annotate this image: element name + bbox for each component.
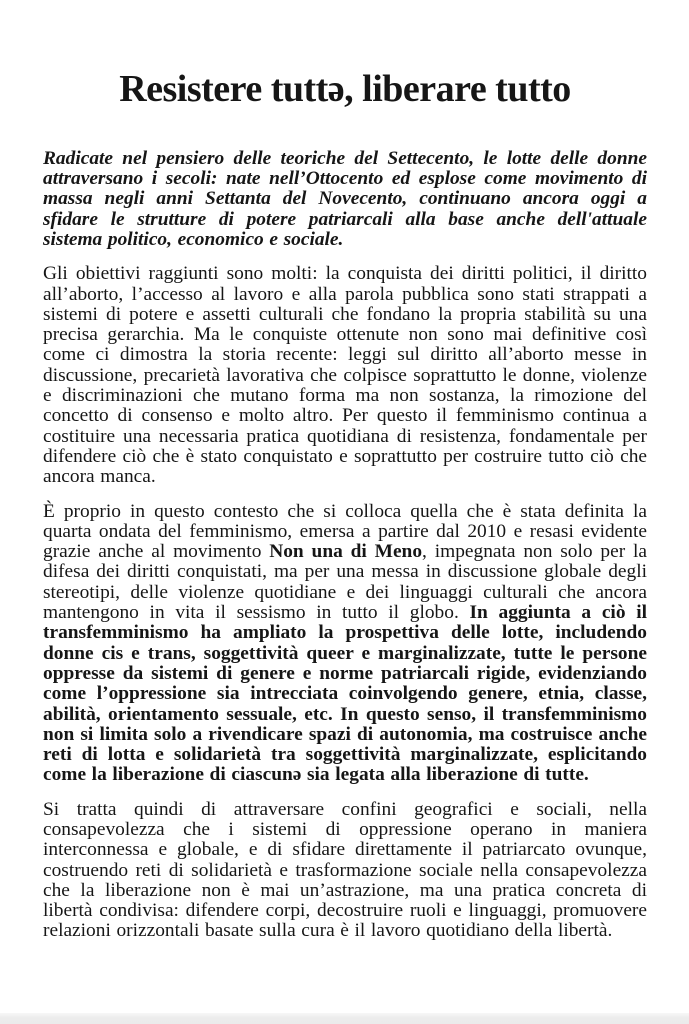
document-title: Resistere tuttə, liberare tutto <box>119 68 571 110</box>
text-segment: È proprio in questo contesto che si colloca quella che è stata definita la quarta ondata del femminismo, emersa a partire dal 2010 e resasi evidente grazie anche al movimento <box>43 500 647 563</box>
paragraph-fourth-wave <box>43 502 647 786</box>
text-segment: Gli obiettivi raggiunti sono molti: la conquista dei diritti politici, il diritto all’aborto, l’accesso al lavoro e alla parola pubblica sono stati strappati a sistemi di potere e assetti culturali che fondano la propria stabilità su una precisa gerarchia. Ma le conquiste ottenute non sono mai definitive così come ci dimostra la storia recente: leggi sul diritto all’aborto messe in discussione, precarietà lavorativa che colpisce soprattutto le donne, violenze e discriminazioni che mutano forma ma non sostanza, la rimozione del concetto di consenso e molto altro. Per questo il femminismo continua a costituire una necessaria pratica quotidiana di resistenza, fondamentale per difendere ciò che è stato conquistato e soprattutto per costruire tutto ciò che ancora manca. <box>43 263 647 488</box>
text-segment: Non una di Meno <box>269 541 423 563</box>
paragraph-conclusion <box>43 800 647 942</box>
page-bottom-edge <box>0 1013 689 1024</box>
text-segment: In aggiunta a ciò il transfemminismo ha ampliato la prospettiva delle lotte, includendo donne cis e trans, soggettività queer e marginalizzate, tutte le persone oppresse da sistemi di genere e norme patriarcali rigide, evidenziando come l’oppressione sia intrecciata coinvolgendo genere, etnia, classe, abilità, orientamento sessuale, etc. In questo senso, il transfemminismo non si limita solo a rivendicare spazi di autonomia, ma costruisce anche reti di lotta e solidarietà tra soggettività marginalizzate, esplicitando come la liberazione di ciascunə sia legata alla liberazione di tutte. <box>43 602 647 786</box>
document-page <box>43 0 647 956</box>
text-segment: , impegnata non solo per la difesa dei diritti conquistati, ma per una messa in discussione globale degli stereotipi, delle violenze quotidiane e dei linguaggi culturali che ancora mantengono in vita il sessismo in tutto il globo. <box>43 541 647 624</box>
text-segment: Radicate nel pensiero delle teoriche del Settecento, le lotte delle donne attraversano i secoli: nate nell’Ottocento ed esplose come movimento di massa negli anni Settanta del Novecento, continuano ancora oggi a sfidare le strutture di potere patriarcali alla base anche dell'attuale sistema politico, economico e sociale. <box>43 147 647 250</box>
paragraph-objectives <box>43 264 647 487</box>
paragraph-intro <box>43 149 647 250</box>
text-segment: Si tratta quindi di attraversare confini geografici e sociali, nella consapevolezza che i sistemi di oppressione operano in maniera interconnessa e globale, e di sfidare direttamente il patriarcato ovunque, costruendo reti di solidarietà e trasformazione sociale nella consapevolezza che la liberazione non è mai un’astrazione, ma una pratica concreta di libertà condivisa: difendere corpi, decostruire ruoli e linguaggi, promuovere relazioni orizzontali basate sulla cura è il lavoro quotidiano della libertà. <box>43 798 647 942</box>
